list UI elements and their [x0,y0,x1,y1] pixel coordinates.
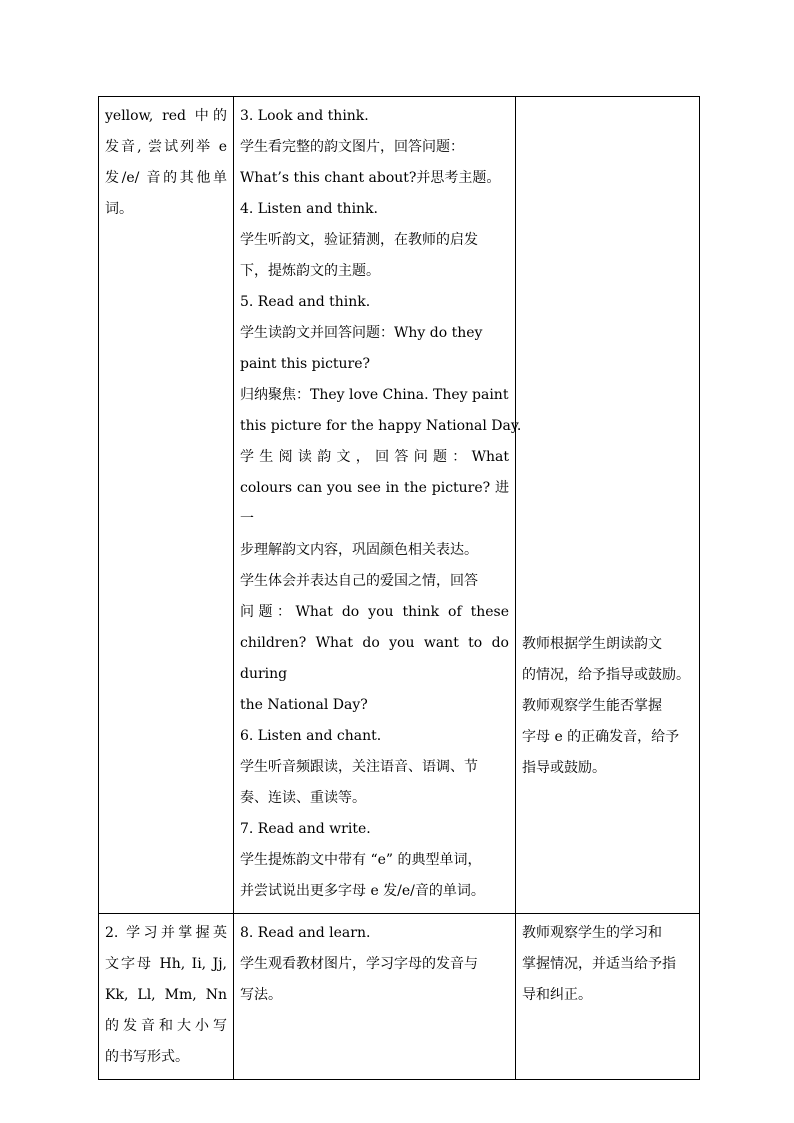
cell-line: 学生提炼韵文中带有 “e” 的典型单词， [240,852,482,868]
cell-line: 的情况，给予指导或鼓励。 [522,667,690,683]
cell-line: 问题：What do you think of these [240,604,509,620]
cell-line: 词。 [105,201,133,217]
cell-line: What’s this chant about?并思考主题。 [240,170,501,186]
objective-cell [99,97,234,914]
cell-line: 学生观看教材图片，学习字母的发音与 [240,956,478,972]
cell-line: 学生听音频跟读，关注语音、语调、节 [240,759,478,775]
cell-line: 的发音和大小写 [105,1018,227,1034]
cell-line: 教师观察学生的学习和 [522,925,662,941]
cell-line: 教师根据学生朗读韵文 [522,636,662,652]
cell-line: 写法。 [240,987,282,1003]
activity-cell [234,97,522,914]
cell-line: 7. Read and write. [240,821,371,837]
cell-line: 奏、连读、重读等。 [240,790,366,806]
objective-cell [99,914,234,1080]
cell-spacer [522,101,693,629]
cell-line: 2. 学习并掌握英 [105,925,227,941]
cell-line: 掌握情况，并适当给予指 [522,956,676,972]
cell-line: 归纳聚焦：They love China. They paint [240,387,509,403]
cell-line: this picture for the happy National Day. [240,418,522,434]
activity-cell [234,914,516,1080]
cell-line: 4. Listen and think. [240,201,378,217]
cell-line: 步理解韵文内容，巩固颜色相关表达。 [240,542,478,558]
cell-line: the National Day? [240,697,368,713]
assessment-cell [516,97,700,914]
cell-line: 学生体会并表达自己的爱国之情，回答 [240,573,478,589]
cell-line: 字母 e 的正确发音，给予 [522,729,680,745]
cell-line: 的书写形式。 [105,1049,189,1065]
cell-line: 5. Read and think. [240,294,371,310]
cell-line: 并尝试说出更多字母 e 发/e/音的单词。 [240,883,485,899]
cell-line: 发/e/ 音的其他单 [105,170,227,186]
cell-line: 指导或鼓励。 [522,760,606,776]
cell-line: 教师观察学生能否掌握 [522,698,662,714]
cell-line: paint this picture? [240,356,371,372]
cell-line: 3. Look and think. [240,108,369,124]
cell-line: 文字母 Hh, Ii, Jj, [105,956,227,972]
cell-line: yellow, red 中的 [105,108,227,124]
cell-line: children? What do you want to do during [240,635,509,682]
table-row [99,97,700,914]
cell-line: colours can you see in the picture? 进一 [240,480,509,527]
cell-line: 导和纠正。 [522,987,592,1003]
cell-line: 学生看完整的韵文图片，回答问题： [240,139,464,155]
cell-line: 发音, 尝试列举 e [105,139,227,155]
table-row [99,914,700,1080]
cell-line: 6. Listen and chant. [240,728,382,744]
cell-line: 学生读韵文并回答问题：Why do they [240,325,483,341]
cell-line: 学生阅读韵文，回答问题：What [240,449,509,465]
cell-line: 下，提炼韵文的主题。 [240,263,380,279]
cell-line: Kk, Ll, Mm, Nn [105,987,227,1003]
lesson-plan-table [98,96,700,1080]
cell-line: 8. Read and learn. [240,925,371,941]
cell-line: 学生听韵文，验证猜测，在教师的启发 [240,232,478,248]
assessment-cell [516,914,700,1080]
